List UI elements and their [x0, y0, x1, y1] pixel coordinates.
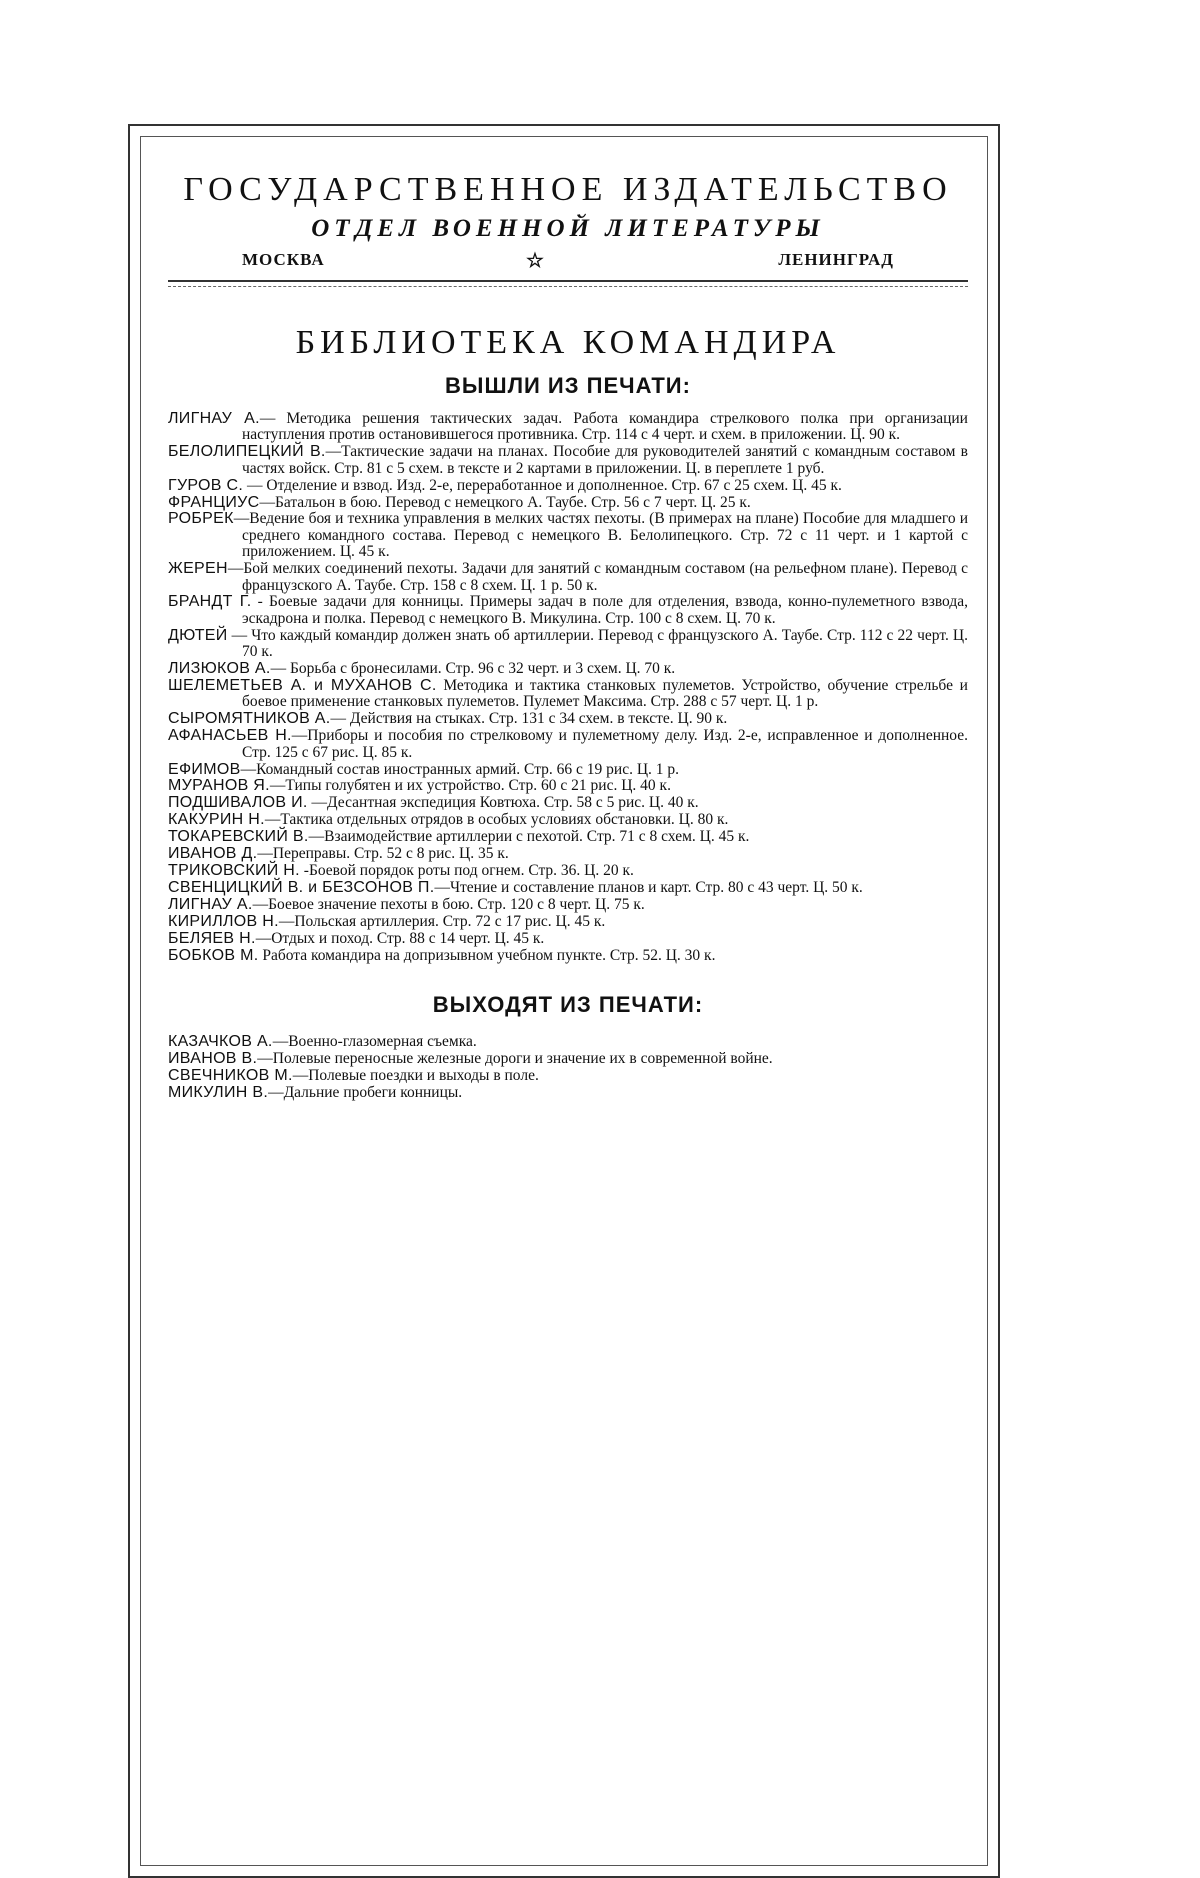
list-item	[168, 711, 968, 727]
entry-author: ГУРОВ С.	[168, 477, 243, 494]
entry-author: СВЕЧНИКОВ М.	[168, 1067, 293, 1084]
entry-description: —Отдых и поход. Стр. 88 с 14 черт. Ц. 45 к.	[256, 930, 545, 947]
city-leningrad: ЛЕНИНГРАД	[778, 250, 894, 270]
list-item	[168, 478, 968, 494]
entry-description: —Чтение и составление планов и карт. Стр. 80 с 43 черт. Ц. 50 к.	[434, 879, 862, 896]
entry-author: БОБКОВ М.	[168, 947, 258, 964]
list-item	[168, 829, 968, 845]
entry-author: ДЮТЕЙ	[168, 627, 228, 644]
list-item	[168, 863, 968, 879]
entry-author: ЛИГНАУ А.	[168, 896, 253, 913]
list-item	[168, 495, 968, 511]
entry-description: —Командный состав иностранных армий. Стр. 66 с 19 рис. Ц. 1 р.	[241, 761, 679, 778]
list-item	[168, 728, 968, 761]
entry-description: Работа командира на допризывном учебном пункте. Стр. 52. Ц. 30 к.	[258, 947, 715, 964]
header-rule	[168, 280, 968, 282]
entry-author: ИВАНОВ Д.	[168, 845, 257, 862]
header-rule-dashed	[168, 286, 968, 287]
entry-author: МИКУЛИН В.	[168, 1084, 268, 1101]
list-item	[168, 444, 968, 477]
entry-description: —Взаимодействие артиллерии с пехотой. Стр. 71 с 8 схем. Ц. 45 к.	[309, 828, 750, 845]
list-item	[168, 880, 968, 896]
list-item	[168, 1034, 968, 1050]
list-item	[168, 628, 968, 661]
entry-description: —Переправы. Стр. 52 с 8 рис. Ц. 35 к.	[257, 845, 508, 862]
forthcoming-list	[168, 1034, 968, 1101]
entry-author: ТРИКОВСКИЙ Н.	[168, 862, 300, 879]
advertisement-page	[168, 170, 968, 1102]
entry-description: — Отделение и взвод. Изд. 2-е, переработанное и дополненное. Стр. 67 с 25 схем. Ц. 45 к.	[243, 477, 842, 494]
list-item	[168, 931, 968, 947]
entry-description: - Боевые задачи для конницы. Примеры задач в поле для отделения, взвода, конно-пулеметного взвода, эскадрона и полка. Перевод с немецкого В. Микулина. Стр. 100 с 8 схем. Ц. 70 к.	[242, 593, 968, 626]
entry-author: БЕЛЯЕВ Н.	[168, 930, 256, 947]
entry-author: КИРИЛЛОВ Н.	[168, 913, 279, 930]
publisher-name: ГОСУДАРСТВЕННОЕ ИЗДАТЕЛЬСТВО	[168, 170, 968, 210]
entry-description: —Бой мелких соединений пехоты. Задачи для занятий с командным составом (на рельефном плане). Перевод с французского А. Таубе. Стр. 158 с 8 схем. Ц. 1 р. 50 к.	[228, 560, 968, 593]
list-item	[168, 1068, 968, 1084]
list-item	[168, 914, 968, 930]
published-list	[168, 411, 968, 964]
entry-description: —Десантная экспедиция Ковтюха. Стр. 58 с 5 рис. Ц. 40 к.	[308, 794, 699, 811]
entry-author: СЫРОМЯТНИКОВ А.	[168, 710, 331, 727]
list-item	[168, 846, 968, 862]
entry-description: —Ведение боя и техника управления в мелких частях пехоты. (В примерах на плане) Пособие для младшего и среднего командного состава. Перевод с немецкого В. Белолипецкого. Стр. 72 с 11 черт. и 1 картой с приложением. Ц. 45 к.	[234, 510, 968, 560]
entry-author: ТОКАРЕВСКИЙ В.	[168, 828, 309, 845]
entry-author: МУРАНОВ Я.	[168, 777, 270, 794]
entry-author: ИВАНОВ В.	[168, 1050, 257, 1067]
entry-description: —Типы голубятен и их устройство. Стр. 60 с 21 рис. Ц. 40 к.	[270, 777, 671, 794]
entry-author: ЕФИМОВ	[168, 761, 241, 778]
entry-description: —Дальние пробеги конницы.	[268, 1084, 462, 1101]
list-item	[168, 778, 968, 794]
entry-author: ЛИЗЮКОВ А.	[168, 660, 271, 677]
entry-description: -Боевой порядок роты под огнем. Стр. 36. Ц. 20 к.	[300, 862, 634, 879]
entry-description: — Что каждый командир должен знать об артиллерии. Перевод с французского А. Таубе. Стр. 112 с 22 черт. Ц. 70 к.	[228, 627, 968, 660]
entry-author: ФРАНЦИУС	[168, 494, 259, 511]
entry-description: — Действия на стыках. Стр. 131 с 34 схем. в тексте. Ц. 90 к.	[331, 710, 728, 727]
department-name: ОТДЕЛ ВОЕННОЙ ЛИТЕРАТУРЫ	[168, 214, 968, 244]
list-item	[168, 812, 968, 828]
list-item	[168, 795, 968, 811]
entry-description: —Боевое значение пехоты в бою. Стр. 120 с 8 черт. Ц. 75 к.	[253, 896, 645, 913]
library-title: БИБЛИОТЕКА КОМАНДИРА	[168, 323, 968, 363]
list-item	[168, 897, 968, 913]
entry-author: ЛИГНАУ А.	[168, 410, 260, 427]
entry-description: —Полевые переносные железные дороги и значение их в современной войне.	[257, 1050, 772, 1067]
list-item	[168, 411, 968, 444]
entry-author: РОБРЕК	[168, 510, 234, 527]
list-item	[168, 594, 968, 627]
entry-description: Методика и тактика станковых пулеметов. Устройство, обучение стрельбе и боевое применение станковых пулеметов. Пулемет Максима. Стр. 288 с 57 черт. Ц. 1 р.	[242, 677, 968, 710]
entry-author: АФАНАСЬЕВ Н.	[168, 727, 292, 744]
entry-description: —Военно-глазомерная съемка.	[273, 1033, 477, 1050]
entry-author: СВЕНЦИЦКИЙ В. и БЕЗСОНОВ П.	[168, 879, 434, 896]
published-section-title: ВЫШЛИ ИЗ ПЕЧАТИ:	[168, 373, 968, 399]
entry-author: КАЗАЧКОВ А.	[168, 1033, 273, 1050]
list-item	[168, 1085, 968, 1101]
entry-description: — Борьба с бронесилами. Стр. 96 с 32 черт. и 3 схем. Ц. 70 к.	[271, 660, 676, 677]
list-item	[168, 948, 968, 964]
cities-line	[168, 250, 968, 276]
entry-author: ПОДШИВАЛОВ И.	[168, 794, 308, 811]
list-item	[168, 561, 968, 594]
entry-author: БЕЛОЛИПЕЦКИЙ В.	[168, 443, 326, 460]
list-item	[168, 661, 968, 677]
entry-description: —Приборы и пособия по стрелковому и пулеметному делу. Изд. 2-е, исправленное и дополненное. Стр. 125 с 67 рис. Ц. 85 к.	[242, 727, 968, 760]
forthcoming-section-title: ВЫХОДЯТ ИЗ ПЕЧАТИ:	[168, 992, 968, 1018]
entry-description: —Польская артиллерия. Стр. 72 с 17 рис. Ц. 45 к.	[279, 913, 605, 930]
list-item	[168, 762, 968, 778]
entry-author: ЖЕРЕН	[168, 560, 228, 577]
entry-description: —Полевые поездки и выходы в поле.	[293, 1067, 539, 1084]
star-icon: ☆	[526, 248, 544, 273]
entry-author: БРАНДТ Г.	[168, 593, 252, 610]
list-item	[168, 511, 968, 560]
entry-description: —Тактика отдельных отрядов в особых условиях обстановки. Ц. 80 к.	[265, 811, 729, 828]
list-item	[168, 1051, 968, 1067]
entry-description: —Тактические задачи на планах. Пособие для руководителей занятий с командным составом в частях войск. Стр. 81 с 5 схем. в тексте и 2 картами в приложении. Ц. в переплете 1 руб.	[242, 443, 968, 476]
entry-description: —Батальон в бою. Перевод с немецкого А. Таубе. Стр. 56 с 7 черт. Ц. 25 к.	[259, 494, 750, 511]
entry-author: ШЕЛЕМЕТЬЕВ А. и МУХАНОВ С.	[168, 677, 437, 694]
city-moscow: МОСКВА	[242, 250, 325, 270]
entry-author: КАКУРИН Н.	[168, 811, 265, 828]
list-item	[168, 678, 968, 711]
entry-description: — Методика решения тактических задач. Работа командира стрелкового полка при организации наступления против остановившегося противника. Стр. 114 с 4 черт. и схем. в приложении. Ц. 90 к.	[242, 410, 968, 443]
